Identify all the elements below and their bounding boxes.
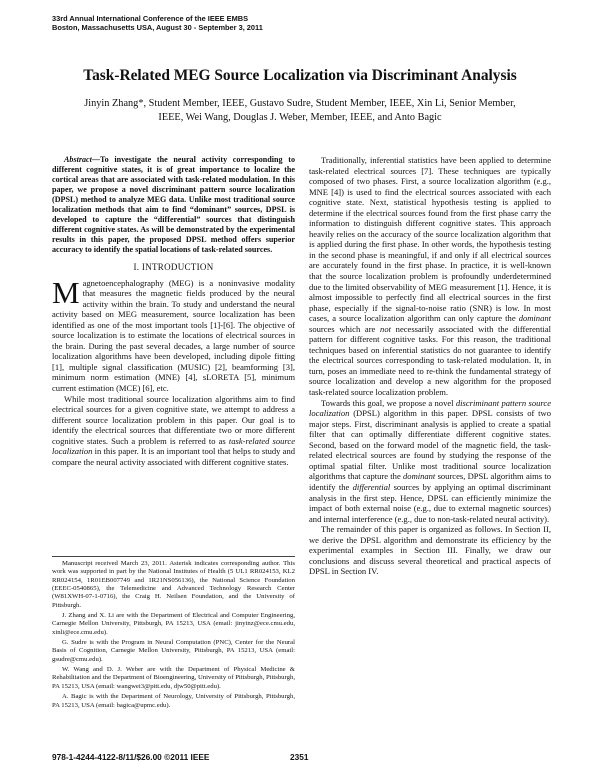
section-heading-introduction: I. INTRODUCTION <box>133 262 214 272</box>
footnotes <box>52 556 295 712</box>
right-p1-text-a: Traditionally, inferential statistics have been applied to determine task-related electrical sources [7]. These techniques are typically composed of two phases. First, a source localization algorithm (e.g., MNE [4]) is used to find the electrical sources associated with each cognitive state. Next, statistical hypothesis testing is applied to determine if the electrical sources found from the first phase carry the information to distinguish different cognitive states. This approach heavily relies on the accuracy of the source localization algorithm that is applied during the first phase. In other words, the hypothesis testing in the second phase is meaningful, if and only if all electrical sources are accurately found in the first phase. In practice, it is well-known that the source localization problem is profoundly underdetermined due to the limited observability of MEG measurement [1]. Hence, it is almost impossible to perfectly find all electrical sources in the first phase, especially if the signal-to-noise ratio (SNR) is low. In most cases, a source localization algorithm can only capture the <box>309 155 551 324</box>
conference-location-date: Boston, Massachusetts USA, August 30 - September 3, 2011 <box>52 23 263 32</box>
footnote-affiliation-sudre: G. Sudre is with the Program in Neural Computation (PNC), Center for the Neural Basis of Cognition, Carnegie Mellon University, Pittsburgh, PA 15213, USA (email: gsudre@cmu.edu). <box>52 639 295 663</box>
author-line-2: IEEE, Wei Wang, Douglas J. Weber, Member, IEEE, and Anto Bagic <box>158 112 442 123</box>
intro-p2-text-a: While most traditional source localization algorithms aim to find electrical sources for a given cognitive state, we attempt to address a different source localization problem in this paper. Our goal is to identify the electrical sources that differentiate two or more different cognitive states. Such a problem is referred to as <box>52 393 295 446</box>
right-p2-emphasis-differential: differential <box>352 481 391 492</box>
right-p2-text-a: Towards this goal, we propose a novel <box>321 397 456 408</box>
drop-cap: M <box>52 274 80 310</box>
right-p1-text-b: sources which are <box>309 323 381 334</box>
paper-title: Task-Related MEG Source Localization via Discriminant Analysis <box>83 67 517 84</box>
right-p2-emphasis-dpsl: discriminant pattern source localization <box>309 397 551 419</box>
abstract-text: —To investigate the neural activity corresponding to different cognitive states, it is of great importance to localize the cortical areas that are associated with task-related modulation. In this paper, we propose a novel discriminant pattern source localization (DPSL) method to analyze MEG data. Unlike most traditional source localization methods that aim to find “dominant” sources, DPSL is developed to capture the “differential” sources that distinguish different cognitive states. As will be demonstrated by the experimental results in this paper, the proposed DPSL method offers superior accuracy to identify the spatial locations of task-related sources. <box>52 155 295 254</box>
right-p2-text-b: (DPSL) algorithm in this paper. DPSL consists of two major steps. First, discriminant analysis is applied to create a spatial filter that can optimally differentiate different cognitive states. Second, based on the forward model of the magnetic field, the task-related electrical sources are found by studying the response of the optimal spatial filter. Unlike most traditional source localization algorithms that capture the <box>309 408 551 482</box>
right-p1-emphasis-not: not <box>380 323 391 334</box>
right-p2-text-c: sources, DPSL algorithm aims to identify the <box>309 471 551 492</box>
right-p1-text-c: necessarily associated with the differential pattern for different cognitive tasks. For this reason, the traditional techniques based on inferential statistics do not guarantee to identify the electrical sources corresponding to task-related modulation. It, in turn, poses an immediate need to re-think the fundamental strategy of source localization and develop a new algorithm for the proposed task-related source localization problem. <box>309 323 551 398</box>
footnote-affiliation-zhang-li: J. Zhang and X. Li are with the Department of Electrical and Computer Engineering, Carnegie Mellon University, Pittsburgh, PA 15213, USA (email: jinyinz@ece.cmu.edu, xinli@ece.cmu.edu). <box>52 612 295 636</box>
right-paragraph-1 <box>309 155 551 398</box>
author-list <box>60 97 540 125</box>
footnote-affiliation-wang-weber: W. Wang and D. J. Weber are with the Department of Physical Medicine & Rehabilitation and the Department of Bioengineering, University of Pittsburgh, Pittsburgh, PA 15213, USA (email: wangwei3@pitt.edu, djw50@pitt.edu). <box>52 666 295 690</box>
right-paragraph-3: The remainder of this paper is organized as follows. In Section II, we derive the DPSL algorithm and demonstrate its efficiency by the experimental examples in Section III. Finally, we draw our conclusions and discuss several theoretical and practical aspects of DPSL in Section IV. <box>309 524 551 577</box>
intro-paragraph-2 <box>52 394 295 468</box>
intro-p2-emphasis: task-related source localization <box>52 435 295 457</box>
intro-paragraph-1 <box>52 274 295 394</box>
abstract <box>52 155 295 255</box>
conference-name: 33rd Annual International Conference of the IEEE EMBS <box>52 14 249 23</box>
footnote-affiliation-bagic: A. Bagic is with the Department of Neurology, University of Pittsburgh, Pittsburgh, PA 15213, USA (email: bagica@upmc.edu). <box>52 693 295 709</box>
page-number: 2351 <box>290 752 309 762</box>
right-paragraph-2 <box>309 398 551 525</box>
right-p2-text-d: sources by applying an optimal discriminant analysis in the first step. Hence, DPSL can efficiently minimize the impact of both external noise (e.g., due to external magnetic sources) and internal interference (e.g., due to non-task-related neural activity). <box>309 481 551 524</box>
abstract-label: Abstract <box>64 155 92 164</box>
author-line-1: Jinyin Zhang*, Student Member, IEEE, Gustavo Sudre, Student Member, IEEE, Xin Li, Senior Member, <box>84 98 516 109</box>
footer-issn: 978-1-4244-4122-8/11/$26.00 ©2011 IEEE <box>52 752 210 762</box>
intro-p2-text-b: in this paper. It is an important tool that helps to study and compare the neural activity associated with different cognitive states. <box>52 446 295 467</box>
right-p1-emphasis-dominant: dominant <box>518 313 551 324</box>
footnote-rule <box>52 556 295 557</box>
right-column <box>309 155 551 577</box>
left-column <box>52 155 295 467</box>
intro-paragraph-1-text: agnetoencephalography (MEG) is a noninvasive modality that measures the magnetic fields produced by the neural activity within the brain. To study and understand the neural activity based on MEG measurement, source localization has been identified as one of the most important tools [1]-[6]. The objective of source localization is to estimate the locations of electrical sources in the brain. During the past several decades, a large number of source localization algorithms have been developed, including dipole fitting [1], multiple signal classification (MUSIC) [2], beamforming [3], minimum norm estimation (MNE) [4], sLORETA [5], minimum current estimation (MCE) [6], etc. <box>52 277 295 394</box>
conference-header <box>52 14 263 32</box>
footnote-funding: Manuscript received March 23, 2011. Asterisk indicates corresponding author. This work was supported in part by the National Institutes of Health (5 UL1 RR024153, KL2 RR024154, 1R01EB007749 and 1R21NS056136), the National Science Foundation (EEEC-0540865), the Telemedicine and Advanced Technology Research Center (W81XWH-07-1-0716), the Craig H. Neilsen Foundation, and the University of Pittsburgh. <box>52 560 295 609</box>
right-p2-emphasis-dominant: dominant <box>403 471 436 482</box>
